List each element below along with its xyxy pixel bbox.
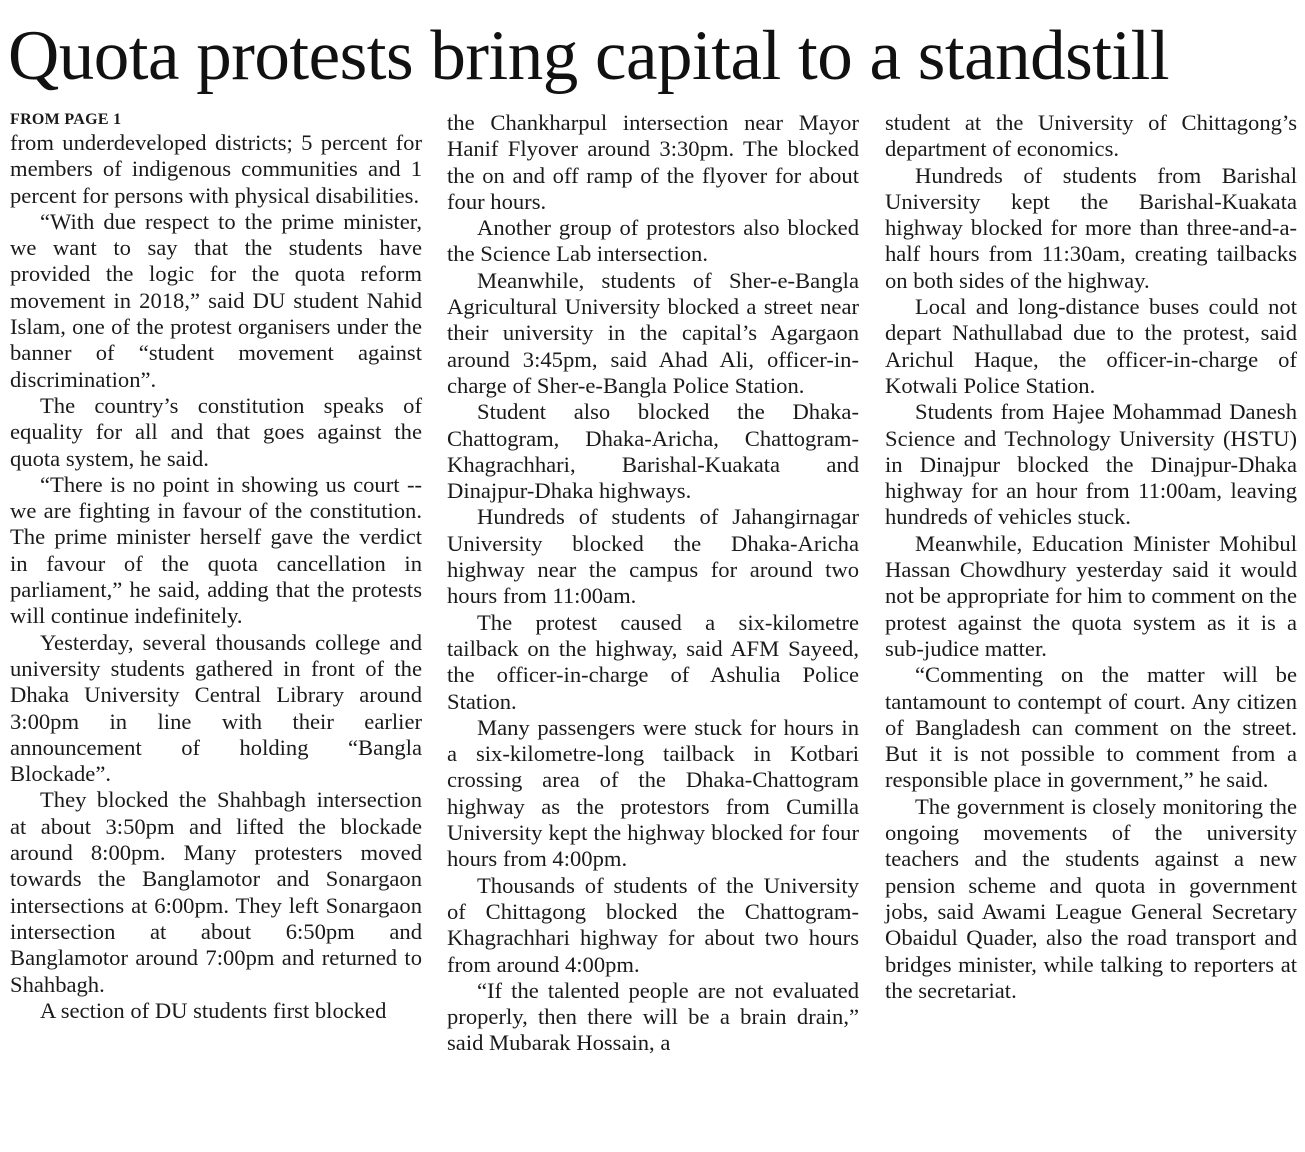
paragraph: Student also blocked the Dhaka-Chattogram, Dhaka-Aricha, Chattogram-Khagrachhari, Barishal-Kuakata and Dinajpur-Dhaka highways. [447, 399, 859, 504]
paragraph: “With due respect to the prime minister, we want to say that the students have provided the logic for the quota reform movement in 2018,” said DU student Nahid Islam, one of the protest organisers under the banner of “student movement against discrimination”. [10, 208, 422, 392]
paragraph: Local and long-distance buses could not depart Nathullabad due to the protest, said Arichul Haque, the officer-in-charge of Kotwali Police Station. [885, 294, 1297, 398]
column-2 [447, 110, 859, 1057]
headline: Quota protests bring capital to a standstill [8, 17, 1170, 95]
paragraph: Hundreds of students of Jahangirnagar University blocked the Dhaka-Aricha highway near the campus for around two hours from 11:00am. [447, 504, 859, 609]
paragraph: Meanwhile, students of Sher-e-Bangla Agricultural University blocked a street near their university in the capital’s Agargaon around 3:45pm, said Ahad Ali, officer-in-charge of Sher-e-Bangla Police Station. [447, 267, 859, 398]
paragraph: Students from Hajee Mohammad Danesh Science and Technology University (HSTU) in Dinajpur blocked the Dinajpur-Dhaka highway for an hour from 11:00am, leaving hundreds of vehicles stuck. [885, 399, 1297, 530]
paragraph: The protest caused a six-kilometre tailback on the highway, said AFM Sayeed, the officer-in-charge of Ashulia Police Station. [447, 609, 859, 714]
dateline: FROM PAGE 1 [10, 111, 122, 128]
paragraph: “There is no point in showing us court -- we are fighting in favour of the constitution. The prime minister herself gave the verdict in favour of the quota cancellation in parliament,” he said, adding that the protests will continue indefinitely. [10, 471, 422, 629]
paragraph: Many passengers were stuck for hours in a six-kilometre-long tailback in Kotbari crossing area of the Dhaka-Chattogram highway as the protestors from Cumilla University kept the highway blocked for four hours from 4:00pm. [447, 714, 859, 872]
paragraph: “Commenting on the matter will be tantamount to contempt of court. Any citizen of Bangladesh can comment on the street. But it is not possible to comment from a responsible place in government,” he said. [885, 662, 1297, 793]
paragraph: Thousands of students of the University of Chittagong blocked the Chattogram-Khagrachhari highway for about two hours from around 4:00pm. [447, 872, 859, 977]
paragraph: The country’s constitution speaks of equality for all and that goes against the quota system, he said. [10, 392, 422, 471]
paragraph: the Chankharpul intersection near Mayor Hanif Flyover around 3:30pm. The blocked the on and off ramp of the flyover for about four hours. [447, 110, 859, 214]
column-1 [10, 110, 422, 1024]
paragraph: student at the University of Chittagong’s department of economics. [885, 110, 1297, 162]
paragraph: from underdeveloped districts; 5 percent for members of indigenous communities and 1 percent for persons with physical disabilities. [10, 130, 422, 208]
paragraph: They blocked the Shahbagh intersection at about 3:50pm and lifted the blockade around 8:00pm. Many protesters moved towards the Banglamotor and Sonargaon intersections at 6:00pm. They left Sonargaon intersection at about 6:50pm and Banglamotor around 7:00pm and returned to Shahbagh. [10, 787, 422, 997]
paragraph: Yesterday, several thousands college and university students gathered in front of the Dhaka University Central Library around 3:00pm in line with their earlier announcement of holding “Bangla Blockade”. [10, 629, 422, 787]
column-3 [885, 110, 1297, 1004]
paragraph: Hundreds of students from Barishal University kept the Barishal-Kuakata highway blocked for more than three-and-a-half hours from 11:30am, creating tailbacks on both sides of the highway. [885, 162, 1297, 293]
paragraph: A section of DU students first blocked [40, 997, 387, 1023]
paragraph: Meanwhile, Education Minister Mohibul Hassan Chowdhury yesterday said it would not be appropriate for him to comment on the protest against the quota system as it is a sub-judice matter. [885, 530, 1297, 661]
paragraph: “If the talented people are not evaluated properly, then there will be a brain drain,” said Mubarak Hossain, a [447, 977, 859, 1056]
paragraph: Another group of protestors also blocked the Science Lab intersection. [447, 215, 859, 267]
paragraph: The government is closely monitoring the ongoing movements of the university teachers and the students against a new pension scheme and quota in government jobs, said Awami League General Secretary Obaidul Quader, also the road transport and bridges minister, while talking to reporters at the secretariat. [885, 793, 1297, 1003]
